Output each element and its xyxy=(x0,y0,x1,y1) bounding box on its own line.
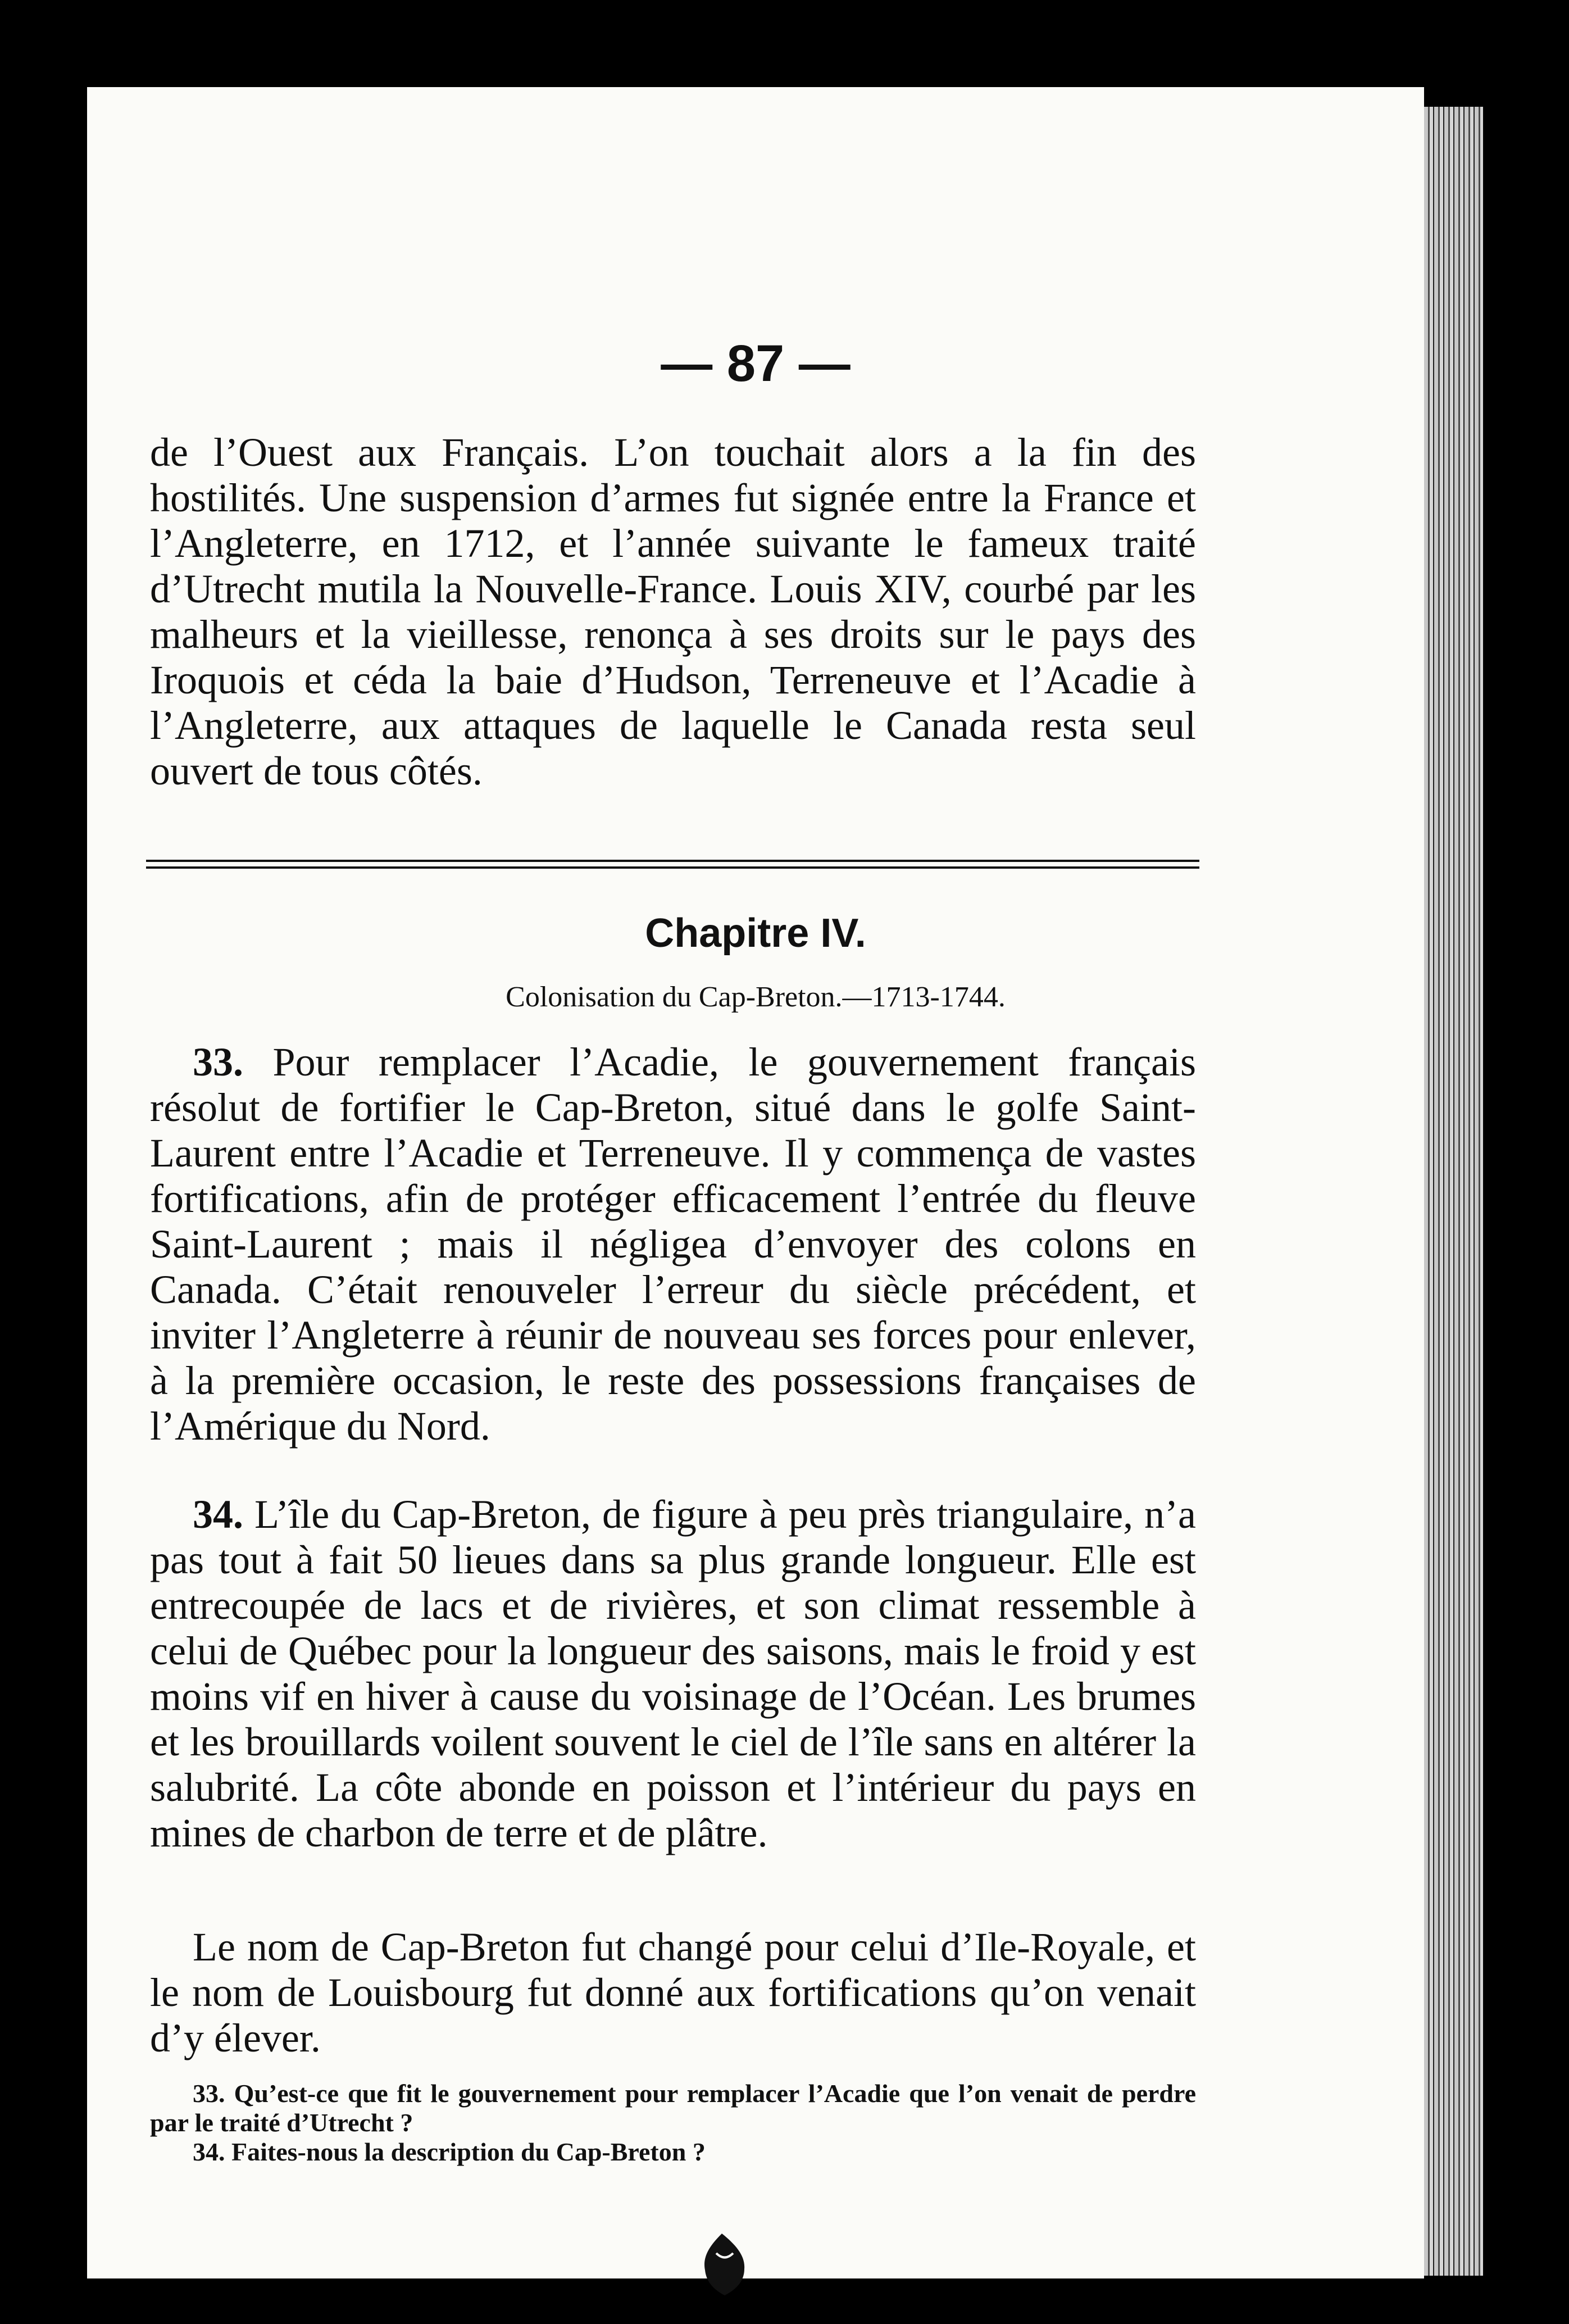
footnote-33: 33. Qu’est-ce que fit le gouvernement pour remplacer l’Acadie que l’on venait de perdre par le traité d’Utrecht ? xyxy=(150,2079,1196,2137)
chapter-title: Chapitre IV. xyxy=(645,911,866,956)
page-edge-scan xyxy=(1424,107,1483,2276)
closing-paragraph: Le nom de Cap-Breton fut changé pour celui d’Ile-Royale, et le nom de Louisbourg fut donné aux fortifications qu’on venait d’y élever. xyxy=(150,1924,1196,2060)
section-number: 34. xyxy=(193,1492,243,1537)
section-text: Pour remplacer l’Acadie, le gouvernement français résolut de fortifier le Cap-Breton, situé dans le golfe Saint-Laurent entre l’Acadie et Terreneuve. Il y commença de vastes fortifications, afin de protéger efficacement l’entrée du fleuve Saint-Laurent ; mais il négligea d’envoyer des colons en Canada. C’était renouveler l’erreur du siècle précédent, et inviter l’Angleterre à réunir de nouveau ses forces pour enlever, à la première occasion, le reste des possessions françaises de l’Amérique du Nord. xyxy=(150,1040,1197,1449)
page-number: — 87 — xyxy=(661,335,851,392)
ornament-icon xyxy=(694,2231,756,2298)
continuation-paragraph: de l’Ouest aux Français. L’on touchait alors a la fin des hostilités. Une suspension d’armes fut signée entre la France et l’Angleterre, en 1712, et l’année suivante le fameux traité d’Utrecht mutila la Nouvelle-France. Louis XIV, courbé par les malheurs et la vieillesse, renonça à ses droits sur le pays des Iroquois et céda la baie d’Hudson, Terreneuve et l’Acadie à l’Angleterre, aux attaques de laquelle le Canada resta seul ouvert de tous côtés. xyxy=(150,430,1196,793)
section-divider xyxy=(146,860,1199,869)
section-34-paragraph xyxy=(150,1492,1196,1856)
book-page xyxy=(87,87,1424,2278)
section-text: L’île du Cap-Breton, de figure à peu près triangulaire, n’a pas tout à fait 50 lieues dans sa plus grande longueur. Elle est entrecoupée de lacs et de rivières, et son climat ressemble à celui de Québec pour la longueur des saisons, mais le froid y est moins vif en hiver à cause du voisinage de l’Océan. Les brumes et les brouillards voilent souvent le ciel de l’île sans en altérer la salubrité. La côte abonde en poisson et l’intérieur du pays en mines de charbon de terre et de plâtre. xyxy=(150,1492,1197,1855)
footnotes xyxy=(150,2079,1196,2167)
section-number: 33. xyxy=(193,1040,243,1084)
footnote-34: 34. Faites-nous la description du Cap-Breton ? xyxy=(193,2137,706,2166)
section-33-paragraph xyxy=(150,1040,1196,1449)
chapter-subtitle: Colonisation du Cap-Breton.—1713-1744. xyxy=(506,981,1006,1013)
